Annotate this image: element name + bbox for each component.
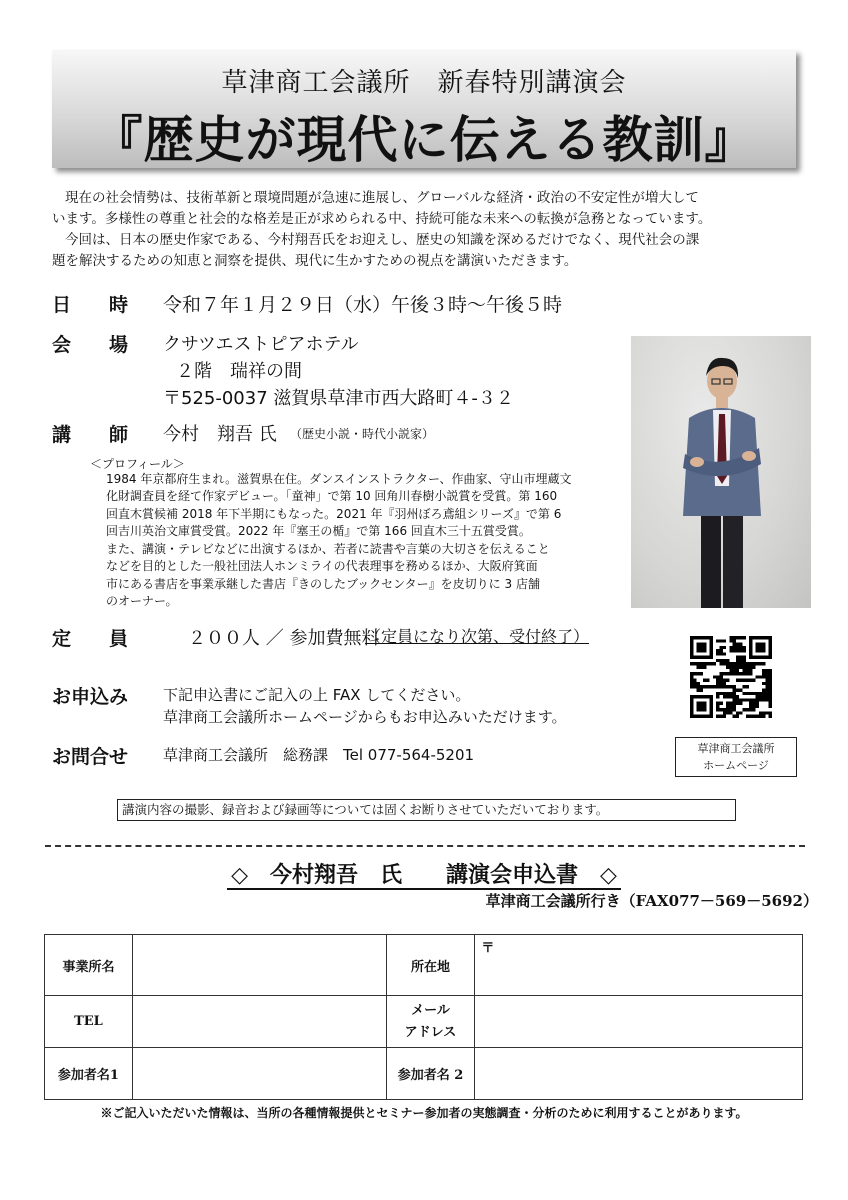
lecturer-photo <box>631 336 811 608</box>
company-label: 事業所名 <box>45 935 133 996</box>
lecturer-name: 今村 翔吾 氏 <box>163 424 277 445</box>
event-title: 『歴史が現代に伝える教訓』 <box>92 110 756 169</box>
venue-label: 会 場 <box>52 334 129 356</box>
qr-caption-line-1: 草津商工会議所 <box>697 742 775 755</box>
email-label <box>386 996 475 1048</box>
tel-label: TEL <box>45 996 133 1048</box>
lecturer-note: （歴史小説・時代小説家） <box>290 427 435 441</box>
capacity-value: ２００人 ／ 参加費無料 <box>188 628 380 649</box>
profile-line: また、講演・テレビなどに出演するほか、若者に読書や言葉の大切さを伝えること <box>106 542 550 556</box>
profile-line: 回直木賞候補 2018 年下半期にもなった。2021 年『羽州ぼろ鳶組シリーズ』で第 6 <box>106 507 562 521</box>
fax-destination: 草津商工会議所行き（FAX077－569－5692） <box>485 892 818 910</box>
contact-label: お問合せ <box>52 746 129 768</box>
profile-line: などを目的とした一般社団法人ホンミライの代表理事を務めるほか、大阪府箕面 <box>106 559 538 573</box>
qr-caption-line-2: ホームページ <box>703 759 769 772</box>
intro-line-4: 題を解決するための知恵と洞察を提供、現代に生かすための視点を講演いただきます。 <box>52 253 578 269</box>
profile-line: 1984 年京都府生まれ。滋賀県在住。ダンスインストラクター、作曲家、守山市埋蔵文 <box>106 472 572 486</box>
cut-line-divider <box>45 845 805 847</box>
profile-line: 市にある書店を事業承継した書店『きのしたブックセンター』を皮切りに 3 店舗 <box>106 577 540 591</box>
address-label: 所在地 <box>386 935 475 996</box>
intro-line-1: 現在の社会情勢は、技術革新と環境問題が急速に進展し、グローバルな経済・政治の不安定性が増大して <box>65 190 699 206</box>
participant-2-label: 参加者名 2 <box>386 1048 475 1100</box>
profile-heading: ＜プロフィール＞ <box>90 457 185 471</box>
apply-label: お申込み <box>52 686 129 708</box>
profile-line: 回吉川英治文庫賞受賞。2022 年『塞王の楯』で第 166 回直木三十五賞受賞。 <box>106 524 531 538</box>
datetime-label: 日 時 <box>52 294 129 316</box>
profile-line: 化財調査員を経て作家デビュー。「童神」で第 10 回角川春樹小説賞を受賞。第 160 <box>106 489 558 503</box>
postal-mark: 〒 <box>481 941 495 956</box>
form-title <box>0 858 848 889</box>
datetime-value: 令和７年１月２９日（水）午後３時～午後５時 <box>163 294 563 316</box>
email-label-line-1: メール <box>411 1002 450 1018</box>
tel-field[interactable] <box>132 996 386 1048</box>
apply-line-1: 下記申込書にご記入の上 FAX してください。 <box>163 686 471 704</box>
form-title-text: ◇ 今村翔吾 氏 講演会申込書 ◇ <box>227 862 621 890</box>
intro-line-2: います。多様性の尊重と社会的な格差是正が求められる中、持続可能な未来への転換が急務となっています。 <box>52 211 712 227</box>
venue-address: 〒525-0037 滋賀県草津市西大路町４-３２ <box>163 388 514 409</box>
recording-notice: 講演内容の撮影、録音および録画等については固くお断りさせていただいております。 <box>117 799 736 821</box>
venue-name: クサツエストピアホテル <box>163 334 359 355</box>
address-field[interactable] <box>475 935 803 996</box>
contact-value: 草津商工会議所 総務課 Tel 077-564-5201 <box>163 746 475 764</box>
company-field[interactable] <box>132 935 386 996</box>
capacity-note: （定員になり次第、受付終了） <box>365 627 590 646</box>
apply-line-2: 草津商工会議所ホームページからもお申込みいただけます。 <box>163 708 567 726</box>
email-field[interactable] <box>475 996 803 1048</box>
lecturer-label: 講 師 <box>52 424 129 446</box>
event-subtitle: 草津商工会議所 新春特別講演会 <box>221 68 627 98</box>
venue-room: ２階 瑞祥の間 <box>176 361 302 382</box>
participant-2-field[interactable] <box>475 1048 803 1100</box>
qr-caption <box>675 737 797 777</box>
participant-1-label: 参加者名1 <box>45 1048 133 1100</box>
capacity-label: 定 員 <box>52 628 129 650</box>
header-banner <box>52 50 796 168</box>
participant-1-field[interactable] <box>132 1048 386 1100</box>
application-form <box>44 934 803 1100</box>
email-label-line-2: アドレス <box>404 1024 457 1040</box>
profile-line: のオーナー。 <box>106 594 178 608</box>
qr-code[interactable] <box>690 636 772 718</box>
intro-line-3: 今回は、日本の歴史作家である、今村翔吾氏をお迎えし、歴史の知識を深めるだけでなく、現代社会の課 <box>65 232 700 248</box>
privacy-footnote: ※ご記入いただいた情報は、当所の各種情報提供とセミナー参加者の実態調査・分析のために利用することがあります。 <box>100 1106 748 1120</box>
